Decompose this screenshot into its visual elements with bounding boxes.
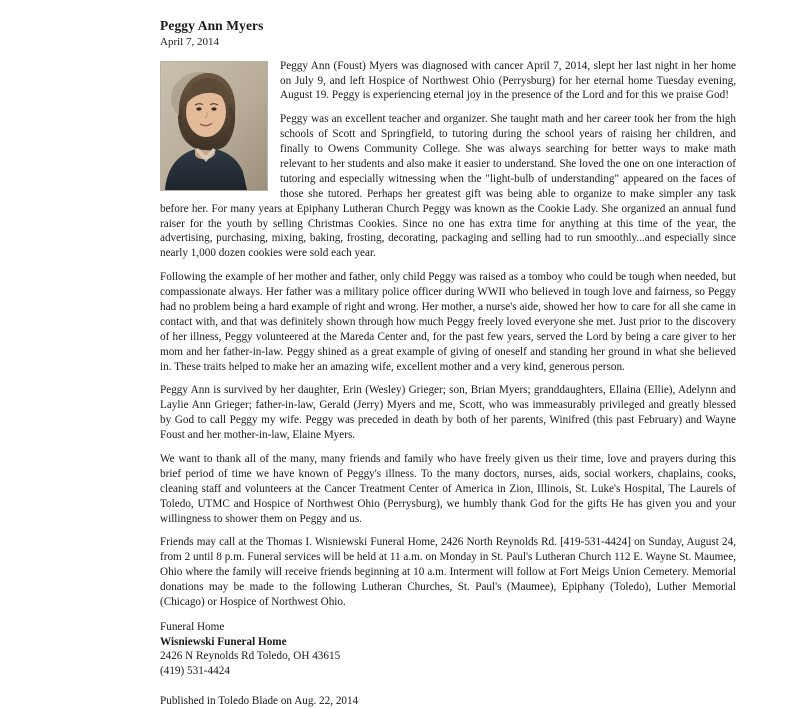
paragraph: Peggy was an excellent teacher and organizer. She taught math and her career took her from the high schools of Scott and Springfield, to tutoring during the school years of raising her children, and finally to Owens Community College. She was always searching for better ways to make math relevant to her students and also make it easier to understand. She loved the one on one interaction of tutoring and especially witnessing when the "light-bulb of understanding" appeared on the faces of those she tutored. Perhaps her greatest gift was being able to organize to make simpler any task before her. For many years at Epiphany Lutheran Church Peggy was known as the Cookie Lady. She organized an annual fund raiser for the youth by selling Christmas Cookies. Since no one has extra time for anything at this time of the year, the advertising, purchasing, mixing, baking, frosting, decorating, packaging and selling had to run smoothly...and especially since nearly 1,000 dozen cookies were sold each year. [160, 113, 736, 260]
funeral-home-name: Wisniewski Funeral Home [160, 635, 287, 648]
paragraph: Peggy Ann is survived by her daughter, Erin (Wesley) Grieger; son, Brian Myers; granddaughters, Ellaina (Ellie), Adelynn and Laylie Ann Grieger; father-in-law, Gerald (Jerry) Myers and me, Scott, who was immeasurably privileged and greatly blessed by God to call Peggy my wife. Peggy was preceded in death by both of her parents, Winifred (this past February) and Wayne Foust and her mother-in-law, Elaine Myers. [160, 384, 736, 442]
paragraph: Peggy Ann (Foust) Myers was diagnosed with cancer April 7, 2014, slept her last night in her home on July 9, and left Hospice of Northwest Ohio (Perrysburg) for her eternal home Tuesday evening, August 19. Peggy is experiencing eternal joy in the presence of the Lord and for this we praise God! [280, 59, 736, 102]
portrait-image [161, 62, 267, 190]
paragraph: Friends may call at the Thomas I. Wisniewski Funeral Home, 2426 North Reynolds Rd. [419-531-4424] on Sunday, August 24, from 2 until 8 p.m. Funeral services will be held at 11 a.m. on Monday in St. Paul's Lutheran Church 112 E. Wayne St. Maumee, Ohio where the family will receive friends beginning at 10 a.m. Interment will follow at Fort Meigs Union Cemetery. Memorial donations may be made to the following Lutheran Churches, St. Paul's (Maumee), Epiphany (Toledo), Luther Memorial (Chicago) or Hospice of Northwest Ohio. [160, 536, 736, 609]
paragraph: Following the example of her mother and father, only child Peggy was raised as a tomboy who could be tough when needed, but compassionate always. Her father was a military police officer during WWII who believed in tough love and fairness, so Peggy had no problem being a hard example of right and wrong. Her mother, a nurse's aide, showed her how to care for all she came in contact with, and that was definitely shown through how much Peggy freely loved everyone she met. Just prior to the discovery of her illness, Peggy volunteered at the Mareda Center and, for the past few years, served the Lord by being a care giver to her mom and her father-in-law. Peggy shined as a great example of giving of oneself and standing her ground in what she believed in. These traits helped to make her an amazing wife, excellent mother and a very kind, generous person. [160, 271, 736, 373]
funeral-home-block [160, 620, 736, 679]
published-note: Published in Toledo Blade on Aug. 22, 2014 [160, 695, 359, 708]
page-title: Peggy Ann Myers [160, 18, 264, 33]
funeral-home-address: 2426 N Reynolds Rd Toledo, OH 43615 [160, 650, 341, 663]
paragraph: We want to thank all of the many, many friends and family who have freely given us their time, love and prayers during this brief period of time we have known of Peggy's illness. To the many doctors, nurses, aids, social workers, chaplains, cooks, cleaning staff and volunteers at the Cancer Treatment Center of America in Zion, Illinois, St. Luke's Hospital, The Laurels of Toledo, UTMC and Hospice of Northwest Ohio (Perrysburg), we humbly thank God for the gifts He has given you and your willingness to shower them on Peggy and us. [160, 453, 736, 525]
obituary-date: April 7, 2014 [160, 35, 219, 48]
funeral-home-phone: (419) 531-4424 [160, 665, 230, 678]
portrait-photo [160, 61, 268, 191]
funeral-home-label: Funeral Home [160, 620, 225, 633]
